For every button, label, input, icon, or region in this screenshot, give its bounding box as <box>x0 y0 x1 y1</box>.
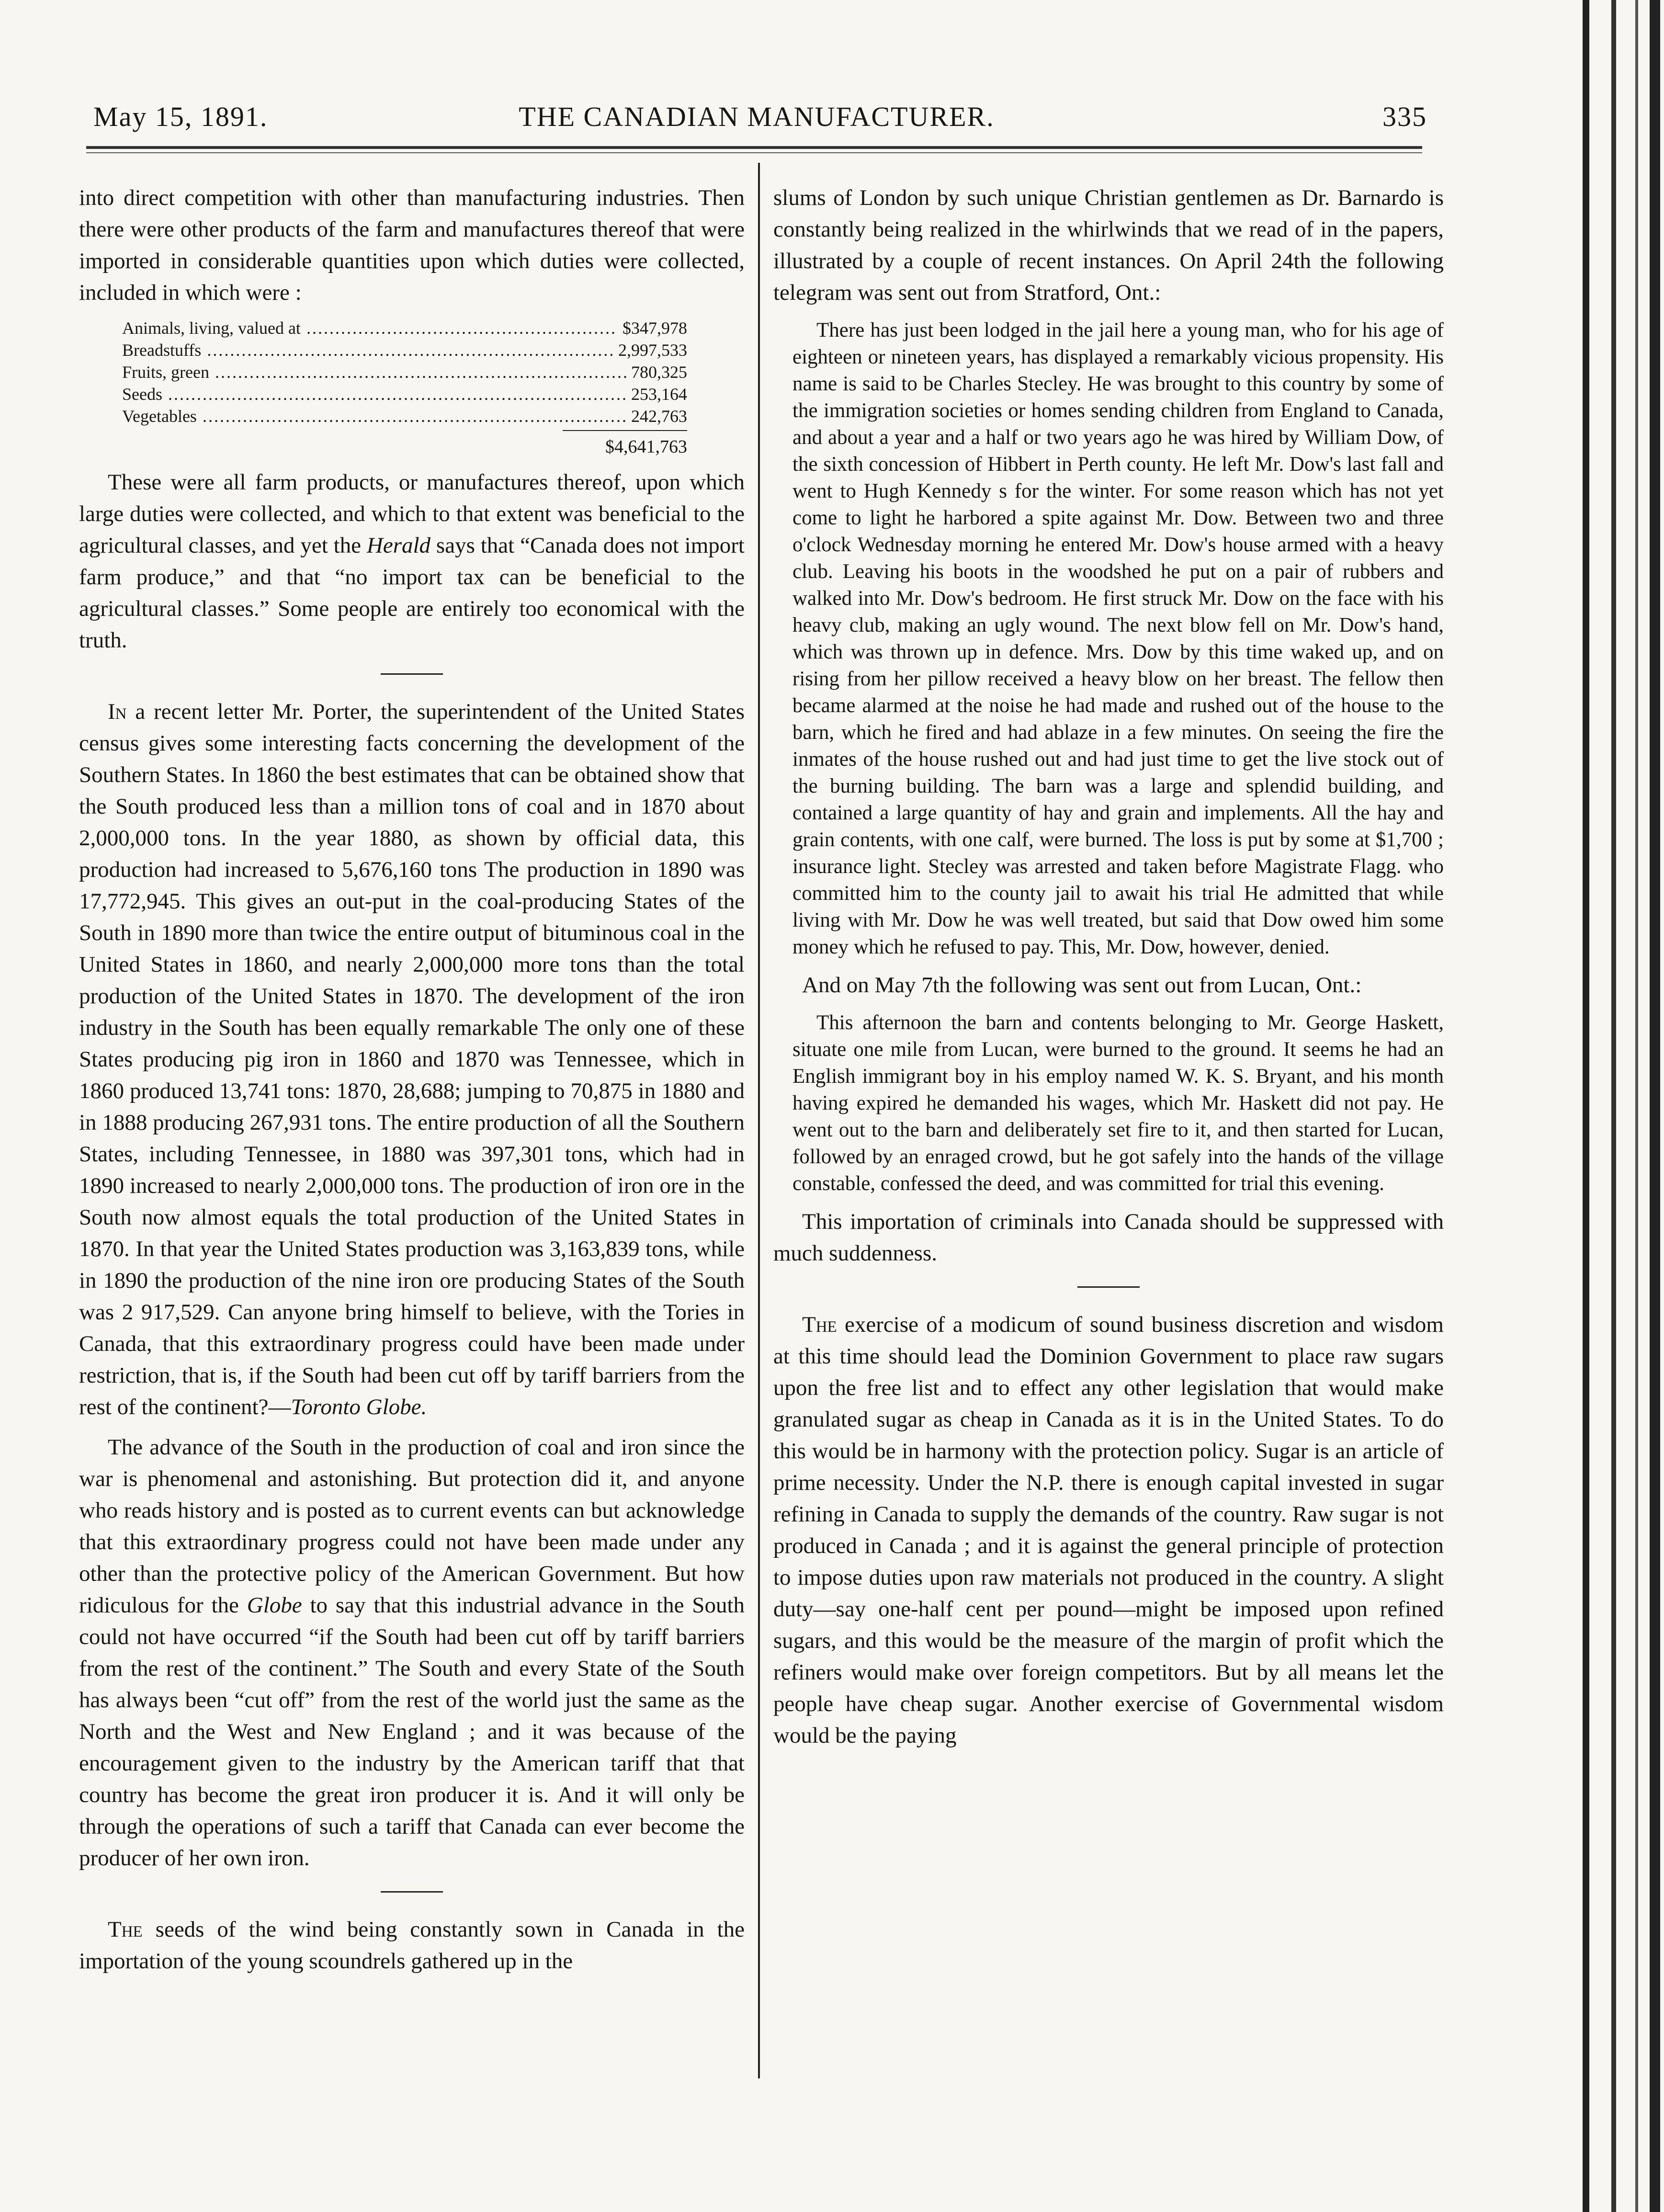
south-advance-paragraph: The advance of the South in the production of coal and iron since the war is phenomenal and astonishing. But protection did it, and anyone who reads history and is posted as to current events can but acknowledge that this extraordinary progress could not have been made under any other than the protective policy of the American Government. But how ridiculous for the Globe to say that this industrial advance in the South could not have occurred “if the South had been cut off by tariff barriers from the rest of the continent.” The South and every State of the South has always been “cut off” from the rest of the world just the same as the North and the West and New England ; and it was because of the encouragement given to the industry by the American tariff that that country has become the great iron producer it is. And it will only be through the operations of such a tariff that Canada can ever become the producer of her own iron. <box>79 1435 745 1871</box>
row-value: 780,325 <box>631 363 687 382</box>
herald-reference: Herald <box>366 533 431 558</box>
issue-date: May 15, 1891. <box>93 101 268 132</box>
stratford-telegram: There has just been lodged in the jail here a young man, who for his age of eighteen or nineteen years, has displayed a remarkably vicious propensity. His name is said to be Charles Stecley. He was brought to this country by some of the immigration societies or homes sending children from England to Canada, and about a year and a half or two years ago he was hired by William Dow, of the sixth concession of Hibbert in Perth county. He left Mr. Dow's last fall and went to Hugh Kennedy s for the winter. For some reason which has not yet come to light he harbored a spite against Mr. Dow. Between two and three o'clock Wednesday morning he entered Mr. Dow's house armed with a heavy club. Leaving his boots in the woodshed he put on a pair of rubbers and walked into Mr. Dow's bedroom. He first struck Mr. Dow on the face with his heavy club, making an ugly wound. The next blow fell on Mr. Dow's hand, which was thrown up in defence. Mrs. Dow by this time waked up, and on rising from her pillow received a heavy blow on her breast. The fellow then became alarmed at the noise he had made and rushed out of the house to the barn, which he fired and had ablaze in a few minutes. On seeing the fire the inmates of the house rushed out and had just time to get the live stock out of the burning building. The barn was a large and splendid building, and contained a large quantity of hay and grain and implements. All the hay and grain contents, with one calf, were burned. The loss is put by some at $1,700 ; insurance light. Stecley was arrested and taken before Magistrate Flagg. who committed him to the county jail to await his trial He admitted that while living with Mr. Dow he was well treated, but said that Dow owed him some money which he refused to pay. This, Mr. Dow, however, denied. <box>792 319 1444 958</box>
header-rule-thin <box>86 152 1422 153</box>
imports-table <box>122 317 687 458</box>
importation-paragraph: This importation of criminals into Canada should be suppressed with much suddenness. <box>773 1209 1444 1266</box>
lucan-intro: And on May 7th the following was sent out from Lucan, Ont.: <box>802 973 1362 998</box>
table-row <box>122 383 687 405</box>
drop-lead: In <box>108 699 127 724</box>
row-value: 242,763 <box>631 407 687 426</box>
row-label: Fruits, green ..... <box>122 361 626 383</box>
section-separator <box>381 673 443 675</box>
row-value: $347,978 <box>623 318 687 338</box>
row-label: Seeds ..... <box>122 383 626 405</box>
row-value: 253,164 <box>631 385 687 404</box>
lucan-telegram: This afternoon the barn and contents belonging to Mr. George Haskett, situate one mile from Lucan, were burned to the ground. It seems he had an English immigrant boy in his employ named W. K. S. Bryant, and his month having expired he demanded his wages, which Mr. Haskett did not pay. He went out to the barn and deliberately set fire to it, and then started for Lucan, followed by an enraged crowd, but he got safely into the hands of the village constable, confessed the deed, and was committed for trial this evening. <box>792 1011 1444 1195</box>
intro-paragraph: into direct competition with other than manufacturing industries. Then there were other products of the farm and manufactures thereof that were imported in considerable quantities upon which duties were collected, included in which were : <box>79 185 745 305</box>
column-divider <box>758 163 760 2078</box>
binding-edge <box>1583 0 1664 2212</box>
total-rule <box>563 430 687 431</box>
section-separator <box>1077 1286 1140 1288</box>
publication-title: THE CANADIAN MANUFACTURER. <box>519 101 995 132</box>
table-row <box>122 405 687 427</box>
header-rule <box>86 146 1422 149</box>
page-number: 335 <box>1382 101 1427 132</box>
farm-products-paragraph: These were all farm products, or manufactures thereof, upon which large duties were collected, and which to that extent was beneficial to the agricultural classes, and yet the Herald says that “Canada does not import farm produce,” and that “no import tax can be beneficial to the agricultural classes.” Some people are entirely too economical with the truth. <box>79 470 745 653</box>
sugar-paragraph: The exercise of a modicum of sound business discretion and wisdom at this time should lead the Dominion Government to place raw sugars upon the free list and to effect any other legislation that would make granulated sugar as cheap in Canada as it is in the United States. To do this would be in harmony with the protection policy. Sugar is an article of prime necessity. Under the N.P. there is enough capital invested in sugar refining in Canada to supply the demands of the country. Raw sugar is not produced in Canada ; and it is against the general principle of protection to impose duties upon raw materials not produced in the country. A slight duty—say one-half cent per pound—might be imposed upon refined sugars, and this would be the measure of the margin of profit which the refiners would make over foreign competitors. But by all means let the people have cheap sugar. Another exercise of Governmental wisdom would be the paying <box>773 1312 1444 1748</box>
seeds-paragraph: The seeds of the wind being constantly sown in Canada in the importation of the young scoundrels gathered up in the <box>79 1917 745 1974</box>
drop-lead: The <box>108 1917 143 1942</box>
row-label: Vegetables ..... <box>122 405 626 427</box>
page-header <box>86 101 1427 139</box>
section-separator <box>381 1891 443 1893</box>
row-value: 2,997,533 <box>618 340 687 360</box>
left-column <box>79 182 745 1985</box>
row-label: Animals, living, valued at ..... <box>122 317 618 339</box>
row-label: Breadstuffs ..... <box>122 339 613 361</box>
globe-reference: Globe <box>247 1593 302 1618</box>
source-citation: Toronto Globe. <box>291 1395 427 1419</box>
table-row <box>122 361 687 383</box>
table-row <box>122 339 687 361</box>
continuation-paragraph: slums of London by such unique Christian gentlemen as Dr. Barnardo is constantly being realized in the whirlwinds that we read of in the papers, illustrated by a couple of recent instances. On April 24th the following telegram was sent out from Stratford, Ont.: <box>773 185 1444 305</box>
table-total: $4,641,763 <box>605 437 687 457</box>
porter-census-paragraph: In a recent letter Mr. Porter, the superintendent of the United States census gives some interesting facts concerning the development of the Southern States. In 1860 the best estimates that can be obtained show that the South produced less than a million tons of coal and in 1870 about 2,000,000 tons. In the year 1880, as shown by official data, this production had increased to 5,676,160 tons The production in 1890 was 17,772,945. This gives an out-put in the coal-producing States of the South in 1890 more than twice the entire output of bituminous coal in the United States in 1860, and nearly 2,000,000 more tons than the total production of the United States in 1870. The development of the iron industry in the South has been equally remarkable The only one of these States producing pig iron in 1860 and 1870 was Tennessee, which in 1860 produced 13,741 tons: 1870, 28,688; jumping to 70,875 in 1880 and in 1888 producing 267,931 tons. The entire production of all the Southern States, including Tennessee, in 1880 was 397,301 tons, which had in 1890 increased to nearly 2,000,000 tons. The production of iron ore in the South now almost equals the total production of the United States in 1870. In that year the United States production was 3,163,839 tons, while in 1890 the production of the nine iron ore producing States of the South was 2 917,529. Can anyone bring himself to believe, with the Tories in Canada, that this extraordinary progress could have been made under restriction, that is, if the South had been cut off by tariff barriers from the rest of the continent?—Toronto Globe. <box>79 699 745 1419</box>
right-column <box>773 182 1444 1760</box>
drop-lead: The <box>802 1312 837 1337</box>
table-row <box>122 317 687 339</box>
